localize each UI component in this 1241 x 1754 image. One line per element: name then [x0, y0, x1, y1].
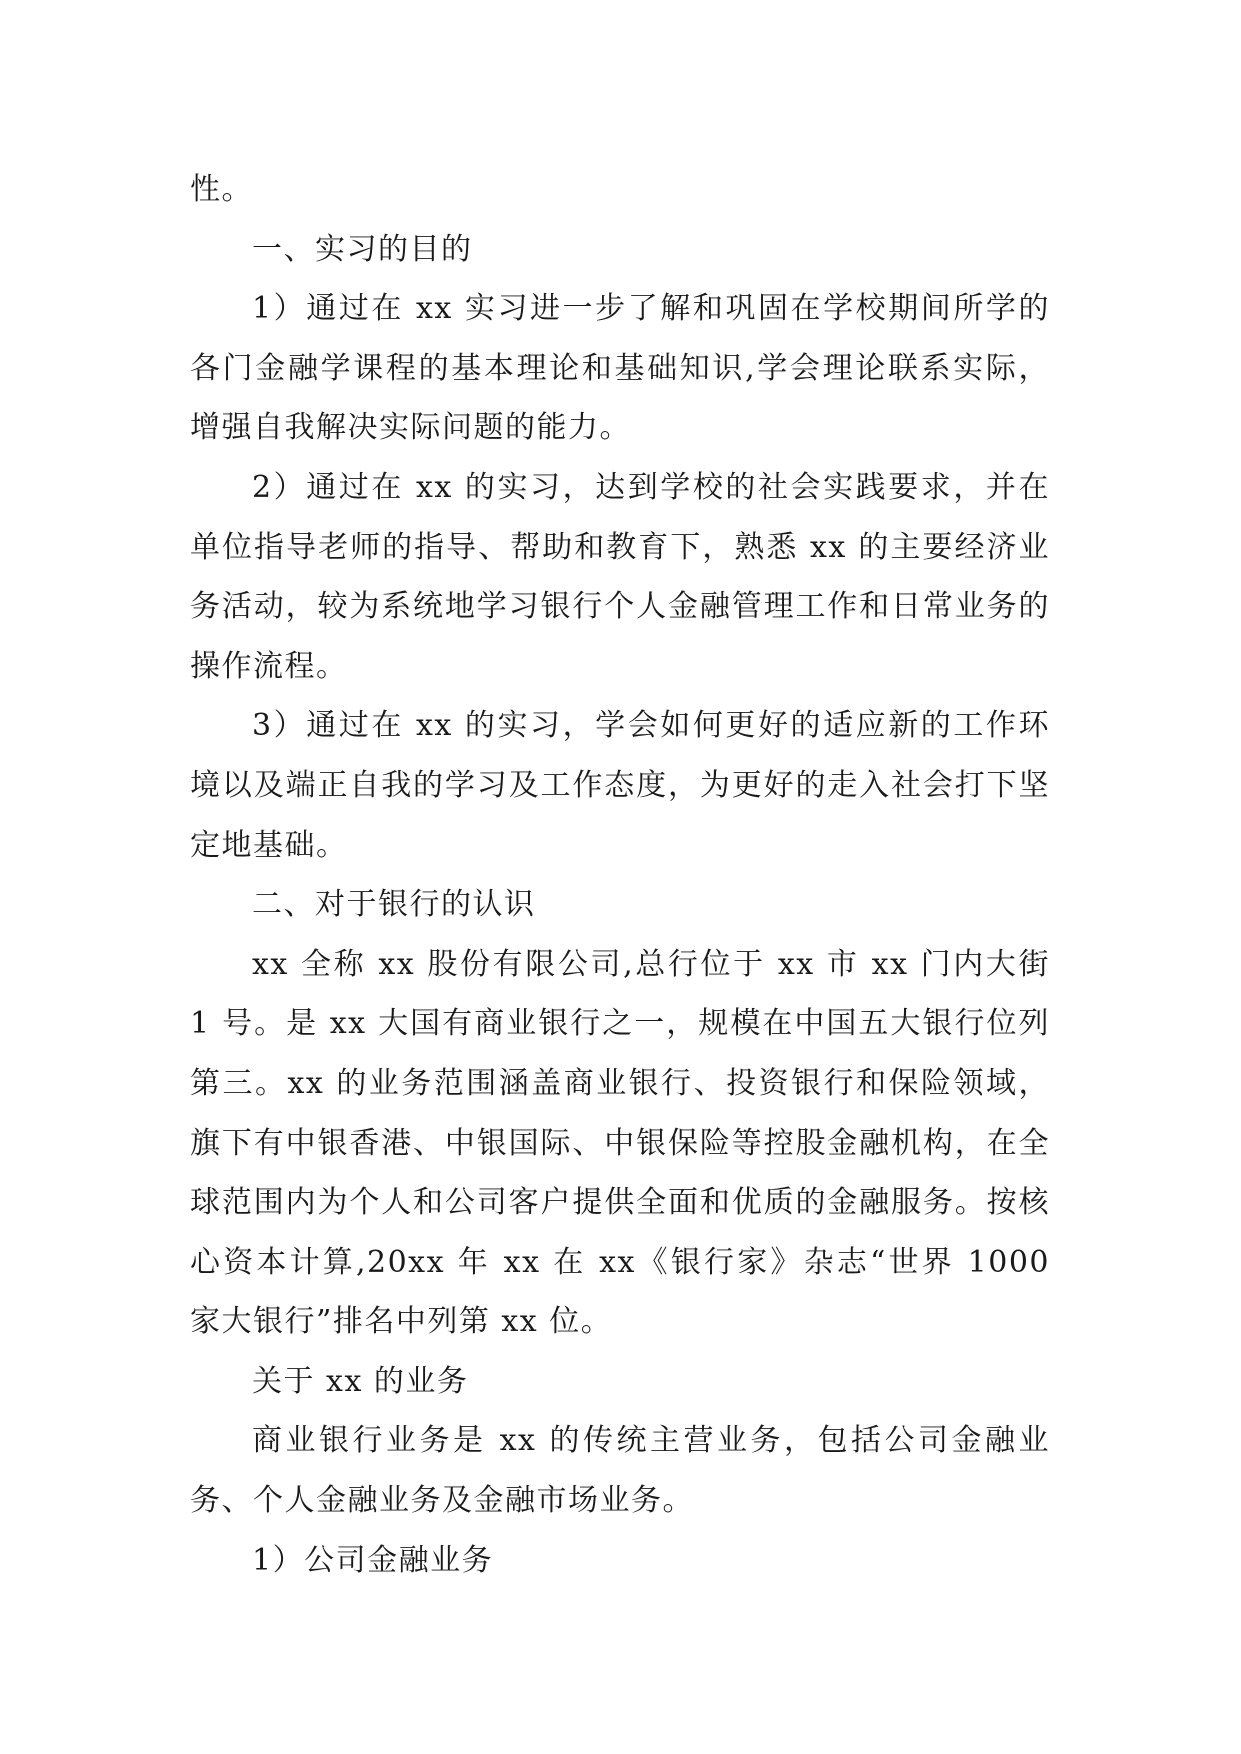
paragraph-purpose-2: 2）通过在 xx 的实习，达到学校的社会实践要求，并在单位指导老师的指导、帮助和教育下，熟悉 xx 的主要经济业务活动，较为系统地学习银行个人金融管理工作和日常业务的操作流程。: [190, 469, 1050, 684]
document-body: [190, 160, 1050, 1590]
paragraph-continuation: 性。: [190, 172, 253, 207]
paragraph-purpose-3: 3）通过在 xx 的实习，学会如何更好的适应新的工作环境以及端正自我的学习及工作态度，为更好的走入社会打下坚定地基础。: [190, 708, 1050, 863]
section-heading-internship-purpose: 一、实习的目的: [252, 231, 473, 267]
paragraph-business-summary: 商业银行业务是 xx 的传统主营业务，包括公司金融业务、个人金融业务及金融市场业务。: [190, 1423, 1050, 1519]
subheading-bank-business: 关于 xx 的业务: [252, 1363, 469, 1399]
subheading-corporate-finance: 1）公司金融业务: [252, 1542, 494, 1578]
section-heading-bank-understanding: 二、对于银行的认识: [252, 887, 536, 923]
paragraph-purpose-1: 1）通过在 xx 实习进一步了解和巩固在学校期间所学的各门金融学课程的基本理论和基础知识,学会理论联系实际，增强自我解决实际问题的能力。: [190, 291, 1050, 446]
paragraph-bank-overview: xx 全称 xx 股份有限公司,总行位于 xx 市 xx 门内大街 1 号。是 xx 大国有商业银行之一，规模在中国五大银行位列第三。xx 的业务范围涵盖商业银行、投资银行和保险领域，旗下有中银香港、中银国际、中银保险等控股金融机构，在全球范围内为个人和公司客户提供全面和优质的金融服务。按核心资本计算,20xx 年 xx 在 xx《银行家》杂志“世界 1000 家大银行”排名中列第 xx 位。: [190, 946, 1050, 1340]
